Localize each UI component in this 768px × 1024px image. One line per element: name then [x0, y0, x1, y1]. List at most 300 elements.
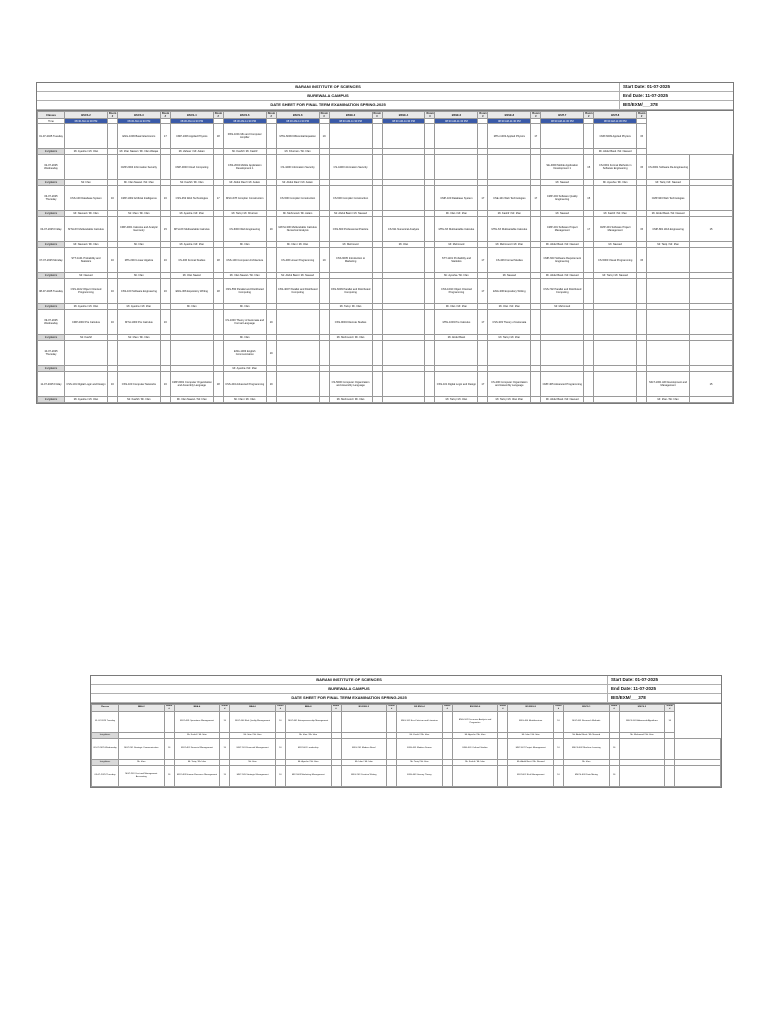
- room-number: [531, 310, 541, 335]
- room-number: [478, 155, 488, 180]
- paper-cell: CSE-101 Web Technologies: [488, 186, 531, 211]
- room-number: [478, 397, 488, 403]
- invigilator-cell: Mr. Zaheer / Mr. Aslam: [170, 149, 213, 155]
- room-number: [107, 217, 117, 242]
- room-number: 17: [478, 310, 488, 335]
- invigilator-cell: Mr. Tariq / Mr. Irfan: [174, 759, 220, 765]
- paper-cell: [488, 155, 531, 180]
- room-number: [425, 186, 435, 211]
- room-number: 17: [531, 186, 541, 211]
- paper-cell: CMP-6001 Computer Organization and Assembly Language: [170, 372, 213, 397]
- room-number: [442, 738, 452, 759]
- room-number: 15: [637, 124, 647, 149]
- paper-cell: [65, 124, 108, 149]
- exam-date: 01-07-2025 Tuesday: [92, 711, 119, 732]
- room-number: 17: [160, 124, 170, 149]
- column-header: Room #: [611, 705, 618, 710]
- invigilator-cell: Mr. Abdul Basit / Mr. Naveed: [329, 211, 372, 217]
- paper-cell: [594, 341, 637, 366]
- paper-cell: [647, 279, 690, 304]
- paper-cell: MSCS-603 Data Mining: [564, 765, 610, 786]
- invigilator-cell: Mr. Mehmood: [435, 242, 478, 248]
- paper-cell: [341, 711, 387, 732]
- invigilator-cell: Mr. Irfan Nawaz / Mr. Irfan Waqas: [117, 149, 160, 155]
- invigilator-cell: Mr. Mehmood / Mr. Aslam: [276, 211, 319, 217]
- paper-cell: [382, 155, 425, 180]
- datesheet-page-1: [36, 82, 734, 404]
- invigilator-cell: Mr. Ayesha / Mr. Irfan: [170, 242, 213, 248]
- column-header: BSCS-8: [276, 112, 319, 119]
- room-number: [372, 217, 382, 242]
- room-number: [266, 279, 276, 304]
- reference-number: BIS/EXM/___378: [607, 694, 721, 702]
- paper-cell: [675, 738, 721, 759]
- invigilator-cell: Mr. Ayesha / Mr. Irfan: [223, 366, 266, 372]
- room-number: 15: [220, 738, 230, 759]
- column-header: BSSE-2: [329, 112, 372, 119]
- column-header: Room #: [426, 112, 434, 119]
- room-number: [331, 765, 341, 786]
- invigilator-cell: Mr. Tariq / Mr. Irfan: [435, 397, 478, 403]
- invigilator-cell: Mr. Tariq / Mr. Khurram: [223, 211, 266, 217]
- paper-cell: [382, 341, 425, 366]
- invigilator-cell: Mr. Irfan Nawaz / Mr. Irfan: [223, 273, 266, 279]
- paper-cell: MSCS-601 Advanced Algorithms: [619, 711, 665, 732]
- paper-cell: CMP-2004 Information Security: [117, 155, 160, 180]
- column-header: Room #: [479, 112, 487, 119]
- room-number: [498, 765, 508, 786]
- paper-cell: [382, 310, 425, 335]
- paper-cell: MGT-401 Financial Management: [174, 738, 220, 759]
- invigilator-cell: Mr. Mehmood / Mr. Irfan: [329, 397, 372, 403]
- invigilator-cell: Mr. Kashif: [65, 335, 108, 341]
- invigilator-cell: Mr. Abdul Basit / Mr. Naveed: [541, 397, 584, 403]
- paper-cell: [594, 372, 637, 397]
- datesheet-header: [91, 676, 721, 704]
- paper-cell: ENG-601 Cultural Studies: [452, 738, 498, 759]
- invigilator-cell: Mr. Abdul Rauf / Mr. Aslam: [223, 180, 266, 186]
- room-number: 16: [160, 186, 170, 211]
- exam-date: 08-07-2025 Tuesday: [38, 279, 65, 304]
- room-number: [372, 397, 382, 403]
- reference-number: BIS/EXM/___378: [619, 101, 733, 109]
- invigilator-cell: Mr. Irfan / Mr. Irfan: [435, 304, 478, 310]
- room-number: [584, 248, 594, 273]
- time-cell: 08:30 AM-11:30 PM: [594, 119, 637, 124]
- exam-date: 03-07-2025 Thursday: [92, 765, 119, 786]
- paper-cell: MTH-1003 Pre Calculus: [435, 310, 478, 335]
- room-number: 16: [275, 711, 285, 732]
- room-number: 16: [107, 186, 117, 211]
- exam-date: 07-07-2025 Monday: [38, 248, 65, 273]
- paper-cell: CSS-100 Computer Networks: [117, 372, 160, 397]
- paper-cell: CMP-1006 Applied Physics: [170, 124, 213, 149]
- room-number: [531, 341, 541, 366]
- invigilator-cell: Mr. Naveed / Mr. Irfan: [65, 242, 108, 248]
- paper-cell: CSS-452 Web Technologies: [170, 186, 213, 211]
- paper-cell: [382, 248, 425, 273]
- room-number: [387, 711, 397, 732]
- invigilator-cell: Mr. Mehmood / Mr. Irfan: [619, 732, 665, 738]
- column-header: Room #: [444, 705, 451, 710]
- invigilator-cell: Mr. Tariq / Mr. Naveed: [594, 273, 637, 279]
- paper-cell: ENG-404 Metaliterature: [508, 711, 554, 732]
- paper-cell: ENG-1003 English Communication: [223, 341, 266, 366]
- invigilator-cell: Mr. Kashif / Mr. Irfan: [594, 211, 637, 217]
- paper-cell: ENG-203 Creative Writing: [341, 765, 387, 786]
- paper-cell: ENG-102 Discourse Analysis and Pragmatics: [452, 711, 498, 732]
- paper-cell: ENG-401 Modern Drama: [397, 738, 443, 759]
- paper-cell: ENG-306 Expository Writing: [170, 279, 213, 304]
- invigilator-cell: Mr. Irfan: [223, 304, 266, 310]
- paper-cell: MGT-404 Risk Quality Management: [230, 711, 276, 732]
- paper-cell: 15: [690, 217, 733, 242]
- paper-cell: [276, 372, 319, 397]
- room-number: [425, 279, 435, 304]
- paper-cell: [647, 248, 690, 273]
- institute-name: BARANI INSTITUTE OF SCIENCES: [295, 84, 361, 89]
- column-header: Room #: [277, 705, 284, 710]
- room-number: [266, 186, 276, 211]
- column-header: Room #: [108, 112, 117, 119]
- invigilator-cell: Mr. Kashif / Mr. Irfan: [397, 732, 443, 738]
- room-number: 15: [637, 217, 647, 242]
- room-number: [584, 279, 594, 304]
- column-header: BSIT-8: [594, 112, 637, 119]
- column-header: Room #: [666, 705, 673, 710]
- datesheet-header: [37, 83, 733, 111]
- room-number: [637, 372, 647, 397]
- room-number: 16: [164, 765, 174, 786]
- paper-cell: CSS-404 Advanced Programming: [223, 372, 266, 397]
- paper-cell: MTH-1003 Applied Physics: [488, 124, 531, 149]
- invigilator-cell: Mr. Naveed: [594, 242, 637, 248]
- room-number: [213, 155, 223, 180]
- invigilator-cell: Mr. Irfan: [117, 242, 160, 248]
- invigilator-cell: Mr. Abdul Basit / Mr. Naveed: [594, 149, 637, 155]
- invigilator-cell: Mr. Ayesha / Mr. Irfan: [117, 304, 160, 310]
- room-number: 19: [266, 217, 276, 242]
- paper-cell: [382, 186, 425, 211]
- invigilator-cell: Mr. Irfan Nawaz / Mr. Irfan: [170, 397, 213, 403]
- invigilator-cell: Mr. Naveed: [541, 180, 584, 186]
- column-header: Room #: [161, 112, 170, 119]
- paper-cell: CMP-3003 Cloud Computing: [170, 155, 213, 180]
- time-cell: 08:30 AM-11:30 PM: [65, 119, 108, 124]
- invigilator-cell: Mr. Abdul Basit / Mr. Naveed: [508, 759, 554, 765]
- invigilator-cell: Mr. Irfan: [117, 273, 160, 279]
- room-number: [319, 341, 329, 366]
- paper-cell: CSS-702 Parallel and Distributed Computing: [541, 279, 584, 304]
- room-number: [160, 341, 170, 366]
- exam-day-row: [38, 248, 733, 273]
- invigilators-label: Invigilators: [38, 242, 65, 248]
- paper-cell: MGT-1001 HR Development and Management: [647, 372, 690, 397]
- time-cell: 08:30 AM-11:30 PM: [117, 119, 160, 124]
- paper-cell: [690, 279, 733, 304]
- invigilator-cell: Mr. Irfan: [223, 242, 266, 248]
- paper-cell: MTH-1003 Pre Calculus: [117, 310, 160, 335]
- room-number: [266, 124, 276, 149]
- room-number: 17: [213, 186, 223, 211]
- room-number: 16: [275, 738, 285, 759]
- campus-name: BUREWALA CAMPUS: [307, 93, 349, 98]
- invigilator-cell: [594, 397, 637, 403]
- paper-cell: MTH-6X Multivariable Calculus: [65, 217, 108, 242]
- invigilator-cell: Mr. Ayesha / Mr. Irfan: [435, 273, 478, 279]
- column-header: MSCS-1: [564, 705, 610, 712]
- exam-day-row: [38, 155, 733, 180]
- column-header: Room #: [555, 705, 562, 710]
- invigilators-label: Invigilators: [38, 180, 65, 186]
- paper-cell: [170, 310, 213, 335]
- paper-cell: [65, 341, 108, 366]
- invigilator-cell: Mr. Naveed: [488, 273, 531, 279]
- time-cell: 08:30 AM-11:30 PM: [488, 119, 531, 124]
- room-number: [372, 279, 382, 304]
- paper-cell: CS-6001 Formal Methods in Software Engineering: [594, 155, 637, 180]
- exam-date: 04-07-2025 Friday: [38, 217, 65, 242]
- room-number: [498, 711, 508, 732]
- datesheet-table: [91, 704, 721, 787]
- room-number: 15: [584, 155, 594, 180]
- paper-cell: CSS-2004 Mobile Application Development 1: [223, 155, 266, 180]
- invigilator-cell: Mr. Irfan / Mr. Irfan: [117, 211, 160, 217]
- room-number: 19: [319, 124, 329, 149]
- room-number: [319, 372, 329, 397]
- exam-day-row: [92, 711, 721, 732]
- paper-cell: ENG-1006 Basic Electronics: [117, 124, 160, 149]
- exam-date: 03-07-2025 Thursday: [38, 186, 65, 211]
- invigilator-cell: Mr. Ayesha / Mr. Irfan: [170, 211, 213, 217]
- paper-cell: ENG-201 Modern Novel: [341, 738, 387, 759]
- paper-cell: CS-4400 Information Security: [276, 155, 319, 180]
- column-header: Room #: [388, 705, 395, 710]
- paper-cell: CSS-4007 Parallel and Distributed Computing: [276, 279, 319, 304]
- room-number: [637, 186, 647, 211]
- column-header: Room #: [221, 705, 228, 710]
- room-number: [319, 186, 329, 211]
- paper-cell: CSS-100 Database System: [65, 186, 108, 211]
- paper-cell: CS-5000 Visual Programming: [594, 248, 637, 273]
- room-number: [372, 155, 382, 180]
- invigilator-cell: Mr. Irfan / Mr. Irfan: [276, 242, 319, 248]
- room-number: [498, 738, 508, 759]
- room-number: 16: [160, 310, 170, 335]
- datesheet-table: [37, 111, 733, 403]
- paper-cell: CSS-303 Theory of Automata: [488, 310, 531, 335]
- room-number: 15: [220, 765, 230, 786]
- institute-name: BARANI INSTITUTE OF SCIENCES: [316, 677, 382, 682]
- paper-cell: [329, 341, 372, 366]
- room-number: [372, 124, 382, 149]
- column-header: Room #: [373, 112, 381, 119]
- room-number: [372, 186, 382, 211]
- paper-cell: ENG-101 Eco-Criticism and Literature: [397, 711, 443, 732]
- room-number: [372, 372, 382, 397]
- exam-day-row: [38, 310, 733, 335]
- paper-cell: CSS-9004 Discrete Studies: [329, 310, 372, 335]
- invigilators-row: [38, 397, 733, 403]
- paper-cell: MTH-6009 Differential Equation: [276, 124, 319, 149]
- paper-cell: ENG-403 Literary Theory: [397, 765, 443, 786]
- column-header: BSSE-4: [382, 112, 425, 119]
- exam-day-row: [92, 738, 721, 759]
- column-header: BBA-2: [119, 705, 165, 712]
- paper-cell: [382, 279, 425, 304]
- room-number: [425, 248, 435, 273]
- room-number: [425, 341, 435, 366]
- paper-cell: MGT-607 Project Management: [508, 738, 554, 759]
- paper-cell: CS-406 Formal Studies: [170, 248, 213, 273]
- room-number: [319, 279, 329, 304]
- paper-cell: CMP-100 Database System: [435, 186, 478, 211]
- column-header: Room #: [585, 112, 593, 119]
- room-number: [425, 155, 435, 180]
- paper-cell: MGT-403 Operations Management: [174, 711, 220, 732]
- exam-day-row: [38, 372, 733, 397]
- room-number: 18: [213, 124, 223, 149]
- invigilator-cell: [382, 397, 425, 403]
- column-header: BS ENG-8: [508, 705, 554, 712]
- column-header: Room #: [332, 705, 340, 710]
- paper-cell: MGT-601 Risk Management: [508, 765, 554, 786]
- paper-cell: [690, 186, 733, 211]
- paper-cell: MGT-603 Marketing Management: [285, 765, 331, 786]
- column-header: Classes: [38, 112, 65, 119]
- paper-cell: CMP-6009 Applied Physics: [594, 124, 637, 149]
- room-number: [478, 341, 488, 366]
- time-cell: 08:30 AM-11:30 PM: [170, 119, 213, 124]
- paper-cell: [690, 248, 733, 273]
- exam-date: 02-07-2025 Wednesday: [38, 155, 65, 180]
- room-number: [584, 310, 594, 335]
- room-number: 16: [107, 372, 117, 397]
- paper-cell: [452, 765, 498, 786]
- exam-date: 11-07-2025 Friday: [38, 372, 65, 397]
- room-number: 16: [107, 248, 117, 273]
- paper-cell: [647, 341, 690, 366]
- room-number: [442, 765, 452, 786]
- invigilator-cell: Mr. Abdul Basit: [435, 335, 478, 341]
- room-number: [531, 397, 541, 403]
- paper-cell: STT-1101 Probability and Statistics: [65, 248, 108, 273]
- invigilator-cell: Mr. Kashif / Mr. Kashif: [223, 149, 266, 155]
- paper-cell: CMP-401 Software Project Management: [594, 217, 637, 242]
- paper-cell: CS-6001 Software Re-Engineering: [647, 155, 690, 180]
- invigilator-cell: [276, 397, 319, 403]
- paper-cell: [276, 310, 319, 335]
- invigilator-cell: Mr. Irfan: [119, 759, 165, 765]
- invigilator-cell: Mr. Irfan: [564, 759, 610, 765]
- paper-cell: CS-1000 Theory of Automata and Formal Language: [223, 310, 266, 335]
- paper-cell: [382, 372, 425, 397]
- invigilators-label: Invigilators: [38, 304, 65, 310]
- invigilators-label: Invigilators: [92, 732, 119, 738]
- room-number: 16: [275, 765, 285, 786]
- room-number: [387, 765, 397, 786]
- paper-cell: CSS-100 Software Engineering: [117, 279, 160, 304]
- room-number: 17: [478, 248, 488, 273]
- paper-cell: CMP-903 Web Technologies: [647, 186, 690, 211]
- paper-cell: CS-5000 Computer Organization and Assembly Language: [329, 372, 372, 397]
- paper-cell: [117, 341, 160, 366]
- paper-cell: CMP-603 Software Requirement Engineering: [541, 248, 584, 273]
- room-number: 16: [554, 765, 564, 786]
- room-number: 17: [531, 124, 541, 149]
- exam-date: 01-07-2025 Tuesday: [38, 124, 65, 149]
- room-number: [107, 155, 117, 180]
- start-date: Start Date: 01-07-2025: [619, 83, 733, 91]
- room-number: 17: [478, 372, 488, 397]
- paper-cell: [619, 765, 665, 786]
- time-cell: 08:30 AM-11:30 PM: [435, 119, 478, 124]
- invigilator-cell: Mr. Irfan / Mr. Irfan: [647, 397, 690, 403]
- invigilator-cell: Mr. Irfan / Mr. Irfan: [223, 397, 266, 403]
- room-number: [665, 738, 675, 759]
- room-number: [107, 124, 117, 149]
- room-number: [531, 217, 541, 242]
- invigilator-cell: Mr. Ayesha / Mr. Irfan: [452, 732, 498, 738]
- room-number: [584, 341, 594, 366]
- room-number: [107, 341, 117, 366]
- invigilator-cell: [690, 397, 733, 403]
- column-header: Room #: [166, 705, 173, 710]
- paper-cell: MGT-601 Leadership: [285, 738, 331, 759]
- paper-cell: MSC-678 Complier Construction: [223, 186, 266, 211]
- column-header: Room #: [638, 112, 646, 119]
- paper-cell: [65, 155, 108, 180]
- paper-cell: [690, 341, 733, 366]
- room-number: [160, 397, 170, 403]
- room-number: 16: [665, 711, 675, 732]
- room-number: [372, 341, 382, 366]
- column-header: BSCS-3: [117, 112, 160, 119]
- paper-cell: CMP-4001 Calculus and Analytic Geometry: [117, 217, 160, 242]
- invigilator-cell: Mr. Kashif / Mr. Irfan: [117, 397, 160, 403]
- paper-cell: MTH-6X Multivariable Calculus: [435, 217, 478, 242]
- room-number: [319, 217, 329, 242]
- paper-cell: CMP-405 Advanced Programming: [541, 372, 584, 397]
- room-number: 16: [554, 738, 564, 759]
- room-number: [266, 397, 276, 403]
- room-number: [425, 124, 435, 149]
- paper-cell: MTH-6X Multivariable Calculus: [170, 217, 213, 242]
- invigilator-cell: Mr. Mehmood: [329, 242, 372, 248]
- column-header: BS ENG-6: [452, 705, 498, 712]
- exam-day-row: [38, 279, 733, 304]
- end-date: End Date: 11-07-2025: [607, 685, 721, 693]
- paper-cell: CSS-100 Computer Architecture: [223, 248, 266, 273]
- column-header: Classes: [92, 705, 119, 712]
- room-number: [478, 217, 488, 242]
- invigilators-label: Invigilators: [38, 366, 65, 372]
- paper-cell: CMP-2003 Pre Calculus: [65, 310, 108, 335]
- paper-cell: MGT-601 Entrepreneurship Management: [285, 711, 331, 732]
- paper-cell: CSS-101 Digital Logic and Design: [435, 372, 478, 397]
- invigilator-cell: Mr. Irfan: [230, 759, 276, 765]
- column-header: Room #: [214, 112, 223, 119]
- paper-cell: [541, 124, 584, 149]
- column-header: BBA-6: [230, 705, 276, 712]
- exam-day-row: [38, 186, 733, 211]
- column-header: BS ENG-4: [397, 705, 443, 712]
- invigilator-cell: Mr. Tariq / Mr. Irfan: [488, 335, 531, 341]
- room-number: [584, 124, 594, 149]
- invigilator-cell: Mr. Irfan / Mr. Irfan: [285, 732, 331, 738]
- time-cell: 08:30 AM-11:30 PM: [382, 119, 425, 124]
- paper-cell: [329, 124, 372, 149]
